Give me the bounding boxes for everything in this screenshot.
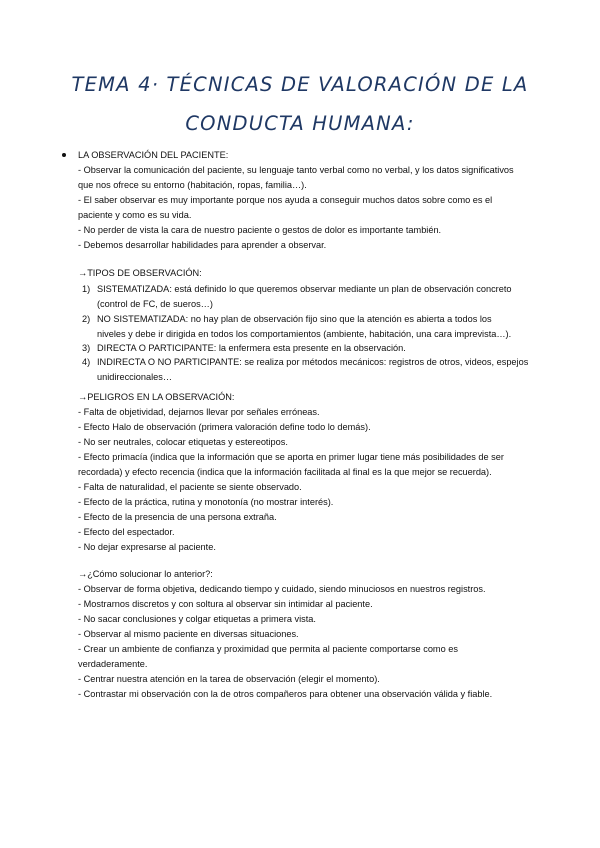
observacion-line: - No perder de vista la cara de nuestro paciente o gestos de dolor es importante también. [78,225,442,235]
tipos-item-line: NO SISTEMATIZADA: no hay plan de observación fijo sino que la atención es abierta a todos los [97,314,492,324]
observacion-line: - Observar la comunicación del paciente, su lenguaje tanto verbal como no verbal, y los datos significativos [78,165,514,175]
tipos-item-line: DIRECTA O PARTICIPANTE: la enfermera esta presente en la observación. [97,343,406,353]
solucion-line: - Mostrarnos discretos y con soltura al observar sin intimidar al paciente. [78,599,373,609]
solucion-line: - Contrastar mi observación con la de otros compañeros para obtener una observación válida y fiable. [78,689,493,699]
tipos-number: 4) [82,357,91,367]
solucion-line: - Centrar nuestra atención en la tarea de observación (elegir el momento). [78,674,380,684]
peligros-heading: →PELIGROS EN LA OBSERVACIÓN: [78,392,235,402]
tipos-item-line: SISTEMATIZADA: está definido lo que queremos observar mediante un plan de observación concreto [97,284,512,294]
peligros-line: - Efecto de la práctica, rutina y monotonía (no mostrar interés). [78,497,334,507]
tipos-item-line: niveles y debe ir dirigida en todos los comportamientos (ambiente, habitación, una cara imprevista…). [97,329,512,339]
tipos-item-line: INDIRECTA O NO PARTICIPANTE: se realiza por métodos mecánicos: registros de otros, videos, espejos [97,357,529,367]
peligros-line: - Falta de objetividad, dejarnos llevar por señales erróneas. [78,407,320,417]
observacion-heading: LA OBSERVACIÓN DEL PACIENTE: [78,150,229,160]
observacion-line: que nos ofrece su entorno (habitación, ropas, familia…). [78,180,307,190]
title-line-1: TEMA 4· TÉCNICAS DE VALORACIÓN DE LA [71,73,529,96]
tipos-number: 1) [82,284,91,294]
peligros-line: - No ser neutrales, colocar etiquetas y estereotipos. [78,437,288,447]
peligros-line: - Efecto de la presencia de una persona extraña. [78,512,277,522]
solucion-line: - Observar de forma objetiva, dedicando tiempo y cuidado, siendo minuciosos en nuestros registros. [78,584,486,594]
title-line-2: CONDUCTA HUMANA: [185,112,415,135]
solucion-line: - No sacar conclusiones y colgar etiquetas a primera vista. [78,614,316,624]
solucion-line: verdaderamente. [78,659,148,669]
solucion-line: - Observar al mismo paciente en diversas situaciones. [78,629,299,639]
observacion-line: - El saber observar es muy importante porque nos ayuda a conseguir muchos datos sobre como es el [78,195,493,205]
observacion-line: - Debemos desarrollar habilidades para aprender a observar. [78,240,327,250]
peligros-line: - Falta de naturalidad, el paciente se siente observado. [78,482,302,492]
peligros-line: - Efecto del espectador. [78,527,175,537]
peligros-line: - No dejar expresarse al paciente. [78,542,216,552]
tipos-number: 3) [82,343,91,353]
tipos-item-line: unidireccionales… [97,372,173,382]
bullet-dot [62,153,66,157]
tipos-number: 2) [82,314,91,324]
tipos-item-line: (control de FC, de sueros…) [97,299,213,309]
tipos-heading: →TIPOS DE OBSERVACIÓN: [78,268,202,278]
observacion-line: paciente y como es su vida. [78,210,192,220]
peligros-line: - Efecto primacía (indica que la información que se aporta en primer lugar tiene más posibilidades de ser [78,452,504,462]
peligros-line: recordada) y efecto recencia (indica que la información facilitada al final es la que mejor se recuerda). [78,467,492,477]
solucion-line: - Crear un ambiente de confianza y proximidad que permita al paciente comportarse como es [78,644,458,654]
solucion-heading: →¿Cómo solucionar lo anterior?: [78,569,213,579]
peligros-line: - Efecto Halo de observación (primera valoración define todo lo demás). [78,422,371,432]
